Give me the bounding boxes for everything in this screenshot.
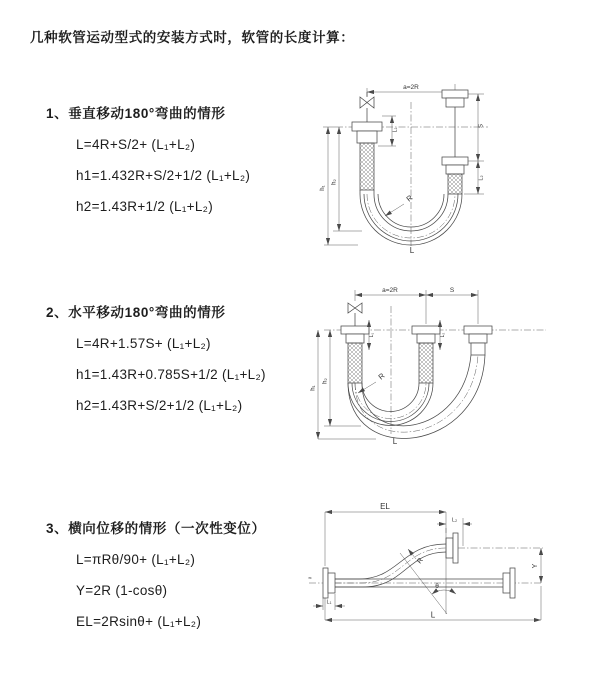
section-2-heading: 2、水平移动180°弯曲的情形	[46, 305, 226, 320]
formula-line: Y=2R (1-cosθ)	[76, 583, 168, 598]
diagram-lateral-displacement	[303, 498, 598, 643]
left-flange-fitting	[341, 326, 369, 383]
formula-line: L=πRθ/90+ (L₁+L₂)	[76, 552, 196, 567]
length-label: L	[392, 437, 398, 446]
formula-line: L=4R+S/2+ (L₁+L₂)	[76, 137, 196, 152]
u-bend-hose	[348, 383, 433, 426]
diagram-vertical-180-bend	[312, 76, 572, 256]
diagram-horizontal-180-bend	[306, 282, 586, 452]
dim-label-l1: L₁	[369, 332, 375, 338]
page-title: 几种软管运动型式的安装方式时，软管的长度计算：	[30, 30, 355, 45]
section-vertical-180	[46, 102, 336, 228]
dim-label-a2r: a=2R	[403, 84, 419, 91]
dim-label-y: Y	[532, 563, 539, 569]
section-1-heading: 1、垂直移动180°弯曲的情形	[46, 106, 226, 121]
dim-label-el: EL	[380, 502, 390, 511]
section-3-heading: 3、横向位移的情形（一次性变位）	[46, 521, 266, 536]
dim-label-l2: L₂	[440, 332, 446, 338]
centerline-break-mark: ≈	[308, 576, 312, 582]
dimension-el	[325, 502, 446, 566]
dim-label-l1: L₁	[326, 599, 332, 606]
dim-label-l2: L₂	[478, 175, 485, 181]
right-flange-fitting	[503, 568, 515, 598]
dimension-l1	[313, 594, 345, 610]
braided-hose	[419, 343, 433, 383]
right-flange-fitting	[442, 90, 468, 194]
formula-line: EL=2Rsinθ+ (L₁+L₂)	[76, 614, 202, 629]
dimension-l2	[440, 320, 446, 350]
braided-hose	[348, 343, 362, 383]
dimension-s	[426, 287, 478, 295]
left-flange-fitting	[323, 568, 335, 598]
dimension-l1	[369, 320, 375, 350]
section-lateral-displacement	[46, 517, 336, 643]
s-curve-hose	[335, 544, 446, 587]
raised-flange-fitting	[446, 533, 458, 563]
dimension-l2	[464, 161, 485, 194]
formula-line: L=4R+1.57S+ (L₁+L₂)	[76, 336, 211, 351]
right-flange-fitting	[464, 326, 492, 355]
dim-label-h1: h₁	[310, 385, 317, 391]
left-flange-fitting	[352, 122, 382, 190]
formula-line: h2=1.43R+1/2 (L₁+L₂)	[76, 199, 214, 214]
dim-label-a2r: a=2R	[382, 287, 398, 294]
radius-leader	[385, 193, 415, 216]
formula-line: h1=1.432R+S/2+1/2 (L₁+L₂)	[76, 168, 251, 183]
dim-label-h2: h₂	[331, 179, 338, 185]
dim-label-s: S	[449, 287, 455, 294]
length-label: L	[430, 610, 436, 620]
radius-label: R	[416, 556, 425, 566]
dim-label-l1: L₁	[392, 127, 399, 133]
valve-icon	[348, 303, 362, 326]
dim-label-h1: h₁	[320, 185, 326, 191]
middle-flange-fitting	[412, 326, 440, 383]
dim-label-l2: L₂	[451, 517, 458, 524]
theta-label: θ	[435, 583, 439, 590]
radius-label: R	[404, 193, 415, 204]
dim-label-s: S	[478, 123, 485, 129]
valve-icon	[360, 92, 374, 122]
displaced-hose	[348, 355, 485, 438]
dimension-y	[532, 548, 541, 583]
length-label: L	[409, 246, 415, 255]
braided-hose	[360, 143, 374, 190]
formula-line: h1=1.43R+0.785S+1/2 (L₁+L₂)	[76, 367, 266, 382]
section-horizontal-180	[46, 301, 336, 427]
formula-line: h2=1.43R+S/2+1/2 (L₁+L₂)	[76, 398, 243, 413]
radius-label: R	[376, 371, 387, 382]
dimension-s	[468, 94, 485, 161]
braided-hose	[448, 174, 462, 194]
dimension-a-2r	[355, 287, 478, 324]
dim-label-h2: h₂	[322, 378, 329, 384]
dimension-h1	[311, 330, 377, 439]
